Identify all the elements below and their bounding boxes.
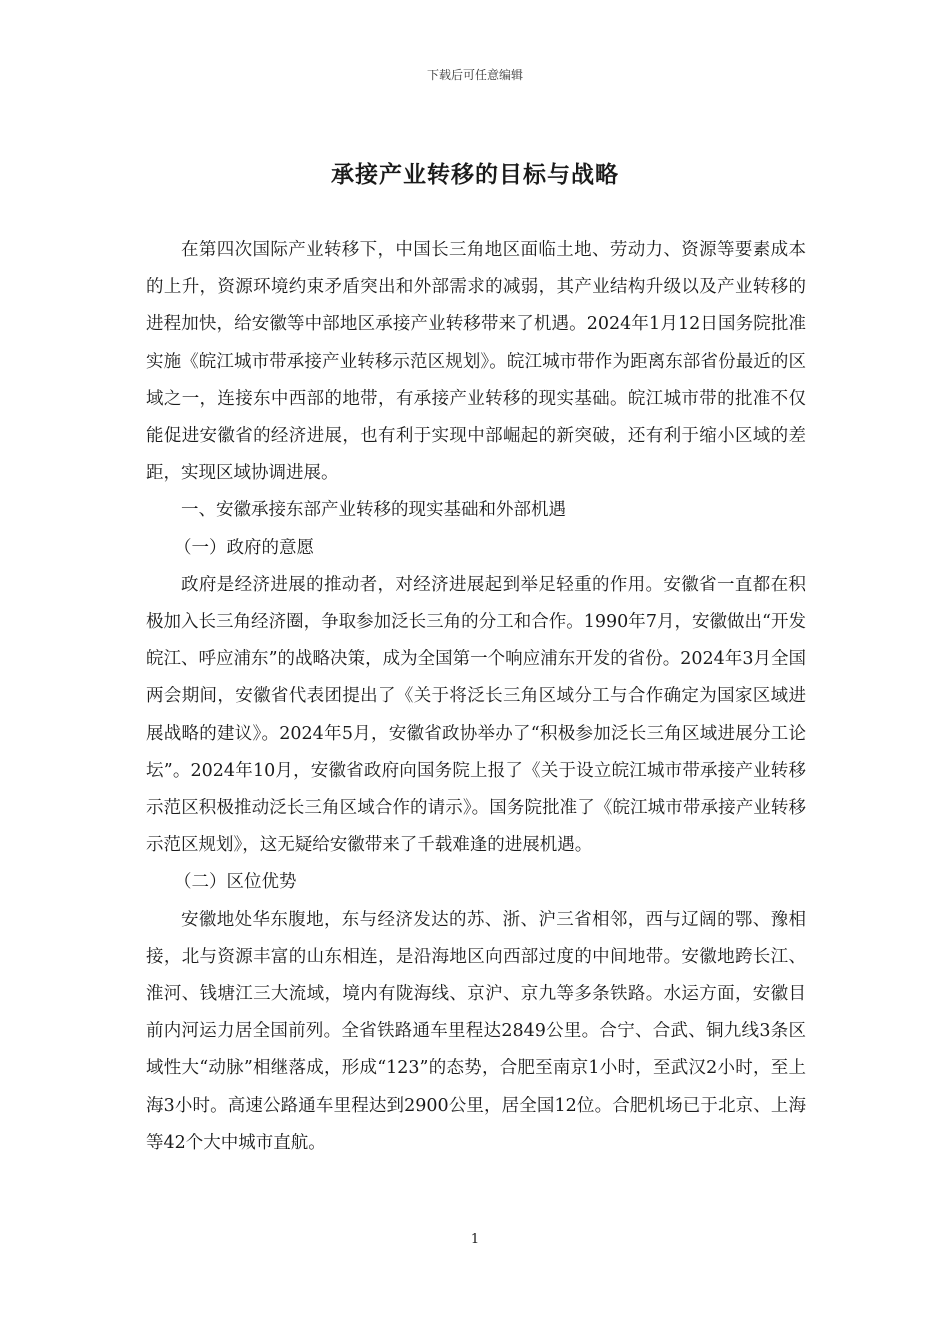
subsection-heading-government: （一）政府的意愿	[174, 537, 314, 558]
location-paragraph: 安徽地处华东腹地，东与经济发达的苏、浙、沪三省相邻，西与辽阔的鄂、豫相接，北与资源丰富的山东相连，是沿海地区向西部过度的中间地带。安徽地跨长江、淮河、钱塘江三大流域，境内有陇海线、京沪、京九等多条铁路。水运方面，安徽目前内河运力居全国前列。全省铁路通车里程达2849公里。合宁、合武、铜九线3条区域性大“动脉”相继落成，形成“123”的态势，合肥至南京1小时，至武汉2小时，至上海3小时。高速公路通车里程达到2900公里，居全国12位。合肥机场已于北京、上海等42个大中城市直航。	[146, 909, 806, 1153]
page-number: 1	[470, 1232, 480, 1247]
section-heading: 一、安徽承接东部产业转移的现实基础和外部机遇	[181, 500, 566, 521]
subsection-heading-location: （二）区位优势	[174, 872, 297, 893]
intro-paragraph: 在第四次国际产业转移下，中国长三角地区面临土地、劳动力、资源等要素成本的上升，资源环境约束矛盾突出和外部需求的减弱，其产业结构升级以及产业转移的进程加快，给安徽等中部地区承接产业转移带来了机遇。2024年1月12日国务院批准实施《皖江城市带承接产业转移示范区规划》。皖江城市带作为距离东部省份最近的区域之一，连接东中西部的地带，有承接产业转移的现实基础。皖江城市带的批准不仅能促进安徽省的经济进展，也有利于实现中部崛起的新突破，还有利于缩小区域的差距，实现区域协调进展。	[146, 240, 806, 484]
document-title: 承接产业转移的目标与战略	[331, 162, 619, 188]
document-body	[146, 232, 806, 1162]
government-paragraph: 政府是经济进展的推动者，对经济进展起到举足轻重的作用。安徽省一直都在积极加入长三角经济圈，争取参加泛长三角的分工和合作。1990年7月，安徽做出“开发皖江、呼应浦东”的战略决策，成为全国第一个响应浦东开发的省份。2024年3月全国两会期间，安徽省代表团提出了《关于将泛长三角区域分工与合作确定为国家区域进展战略的建议》。2024年5月，安徽省政协举办了“积极参加泛长三角区域进展分工论坛”。2024年10月，安徽省政府向国务院上报了《关于设立皖江城市带承接产业转移示范区积极推动泛长三角区域合作的请示》。国务院批准了《皖江城市带承接产业转移示范区规划》，这无疑给安徽带来了千载难逢的进展机遇。	[146, 574, 806, 856]
page-header: 下载后可任意编辑	[426, 68, 523, 82]
